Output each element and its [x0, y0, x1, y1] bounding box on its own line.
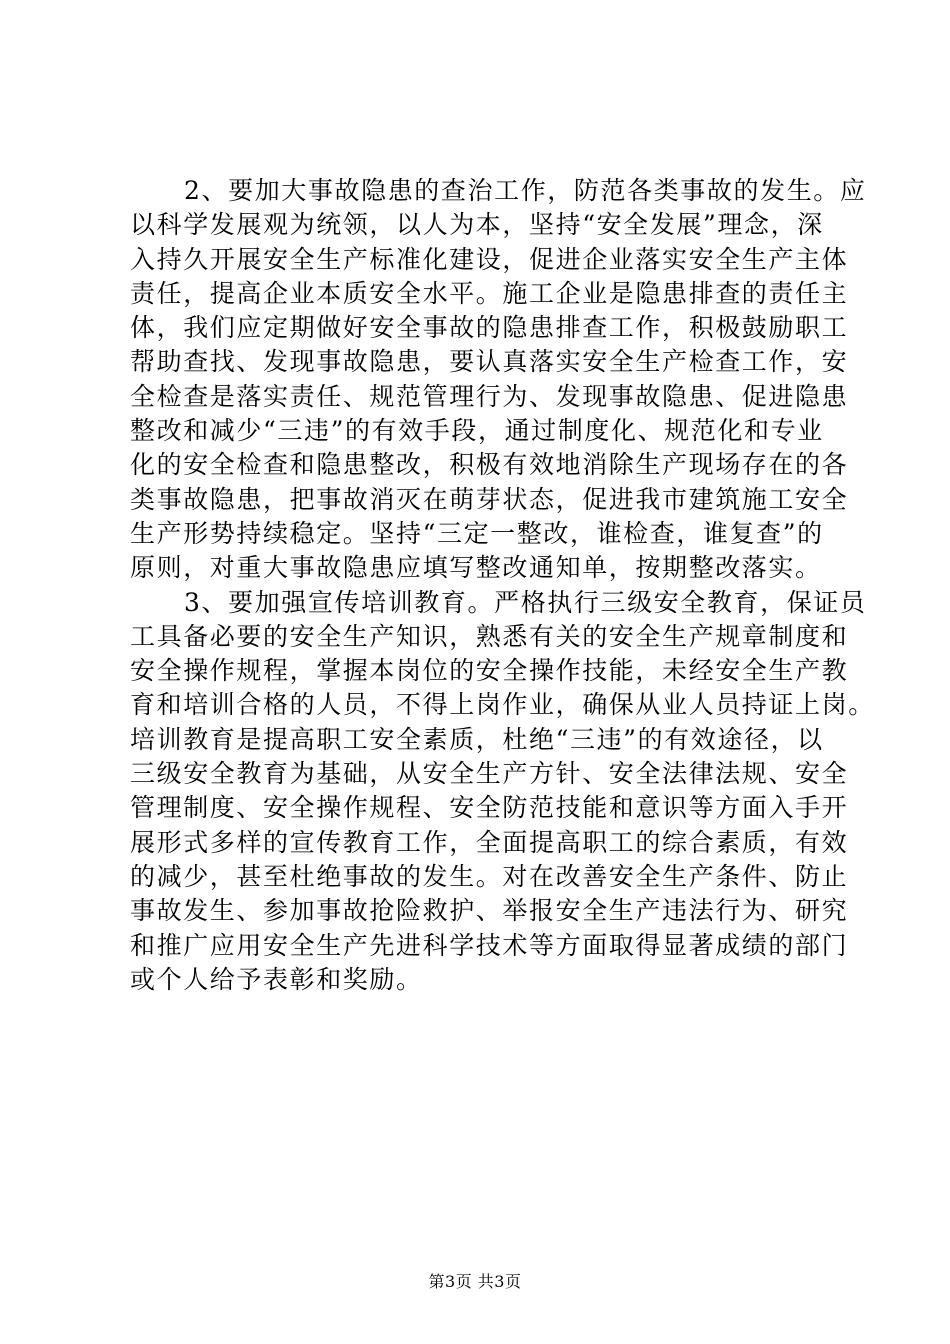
text-line: 或个人给予表彰和奖励。 [130, 964, 423, 994]
text-line: 责任，提高企业本质安全水平。施工企业是隐患排查的责任主 [130, 278, 849, 308]
text-line: 工具备必要的安全生产知识，熟悉有关的安全生产规章制度和 [130, 621, 849, 651]
text-line: 和推广应用安全生产先进科学技术等方面取得显著成绩的部门 [130, 930, 849, 960]
paragraph-training-education [130, 586, 875, 998]
text-line: 的减少，甚至杜绝事故的发生。对在改善安全生产条件、防止 [130, 861, 849, 891]
text-line: 整改和减少“三违”的有效手段，通过制度化、规范化和专业 [130, 416, 824, 446]
text-line: 原则，对重大事故隐患应填写整改通知单，按期整改落实。 [130, 553, 822, 583]
text-line: 帮助查找、发现事故隐患，要认真落实安全生产检查工作，安 [130, 347, 849, 377]
text-line: 类事故隐患，把事故消灭在萌芽状态，促进我市建筑施工安全 [130, 484, 849, 514]
text-line: 化的安全检查和隐患整改，积极有效地消除生产现场存在的各 [130, 450, 849, 480]
text-line: 3、要加强宣传培训教育。严格执行三级安全教育，保证员 [184, 587, 867, 617]
text-line: 培训教育是提高职工安全素质，杜绝“三违”的有效途径，以 [130, 724, 824, 754]
text-line: 体，我们应定期做好安全事故的隐患排查工作，积极鼓励职工 [130, 313, 849, 343]
paragraph-hazard-inspection [130, 174, 867, 586]
text-line: 育和培训合格的人员，不得上岗作业，确保从业人员持证上岗。 [130, 690, 875, 720]
page-number-footer: 第3页 共3页 [428, 1272, 522, 1291]
text-line: 展形式多样的宣传教育工作，全面提高职工的综合素质，有效 [130, 827, 849, 857]
text-line: 管理制度、安全操作规程、安全防范技能和意识等方面入手开 [130, 793, 849, 823]
text-line: 以科学发展观为统领，以人为本，坚持“安全发展”理念，深 [130, 210, 824, 240]
text-line: 三级安全教育为基础，从安全生产方针、安全法律法规、安全 [130, 759, 849, 789]
text-line: 事故发生、参加事故抢险救护、举报安全生产违法行为、研究 [130, 896, 849, 926]
document-body [130, 174, 875, 997]
text-line: 入持久开展安全生产标准化建设，促进企业落实安全生产主体 [130, 244, 849, 274]
text-line: 全检查是落实责任、规范管理行为、发现事故隐患、促进隐患 [130, 381, 849, 411]
text-line: 生产形势持续稳定。坚持“三定一整改，谁检查，谁复查”的 [130, 518, 824, 548]
text-line: 2、要加大事故隐患的查治工作，防范各类事故的发生。应 [184, 176, 867, 205]
text-line: 安全操作规程，掌握本岗位的安全操作技能，未经安全生产教 [130, 656, 849, 686]
